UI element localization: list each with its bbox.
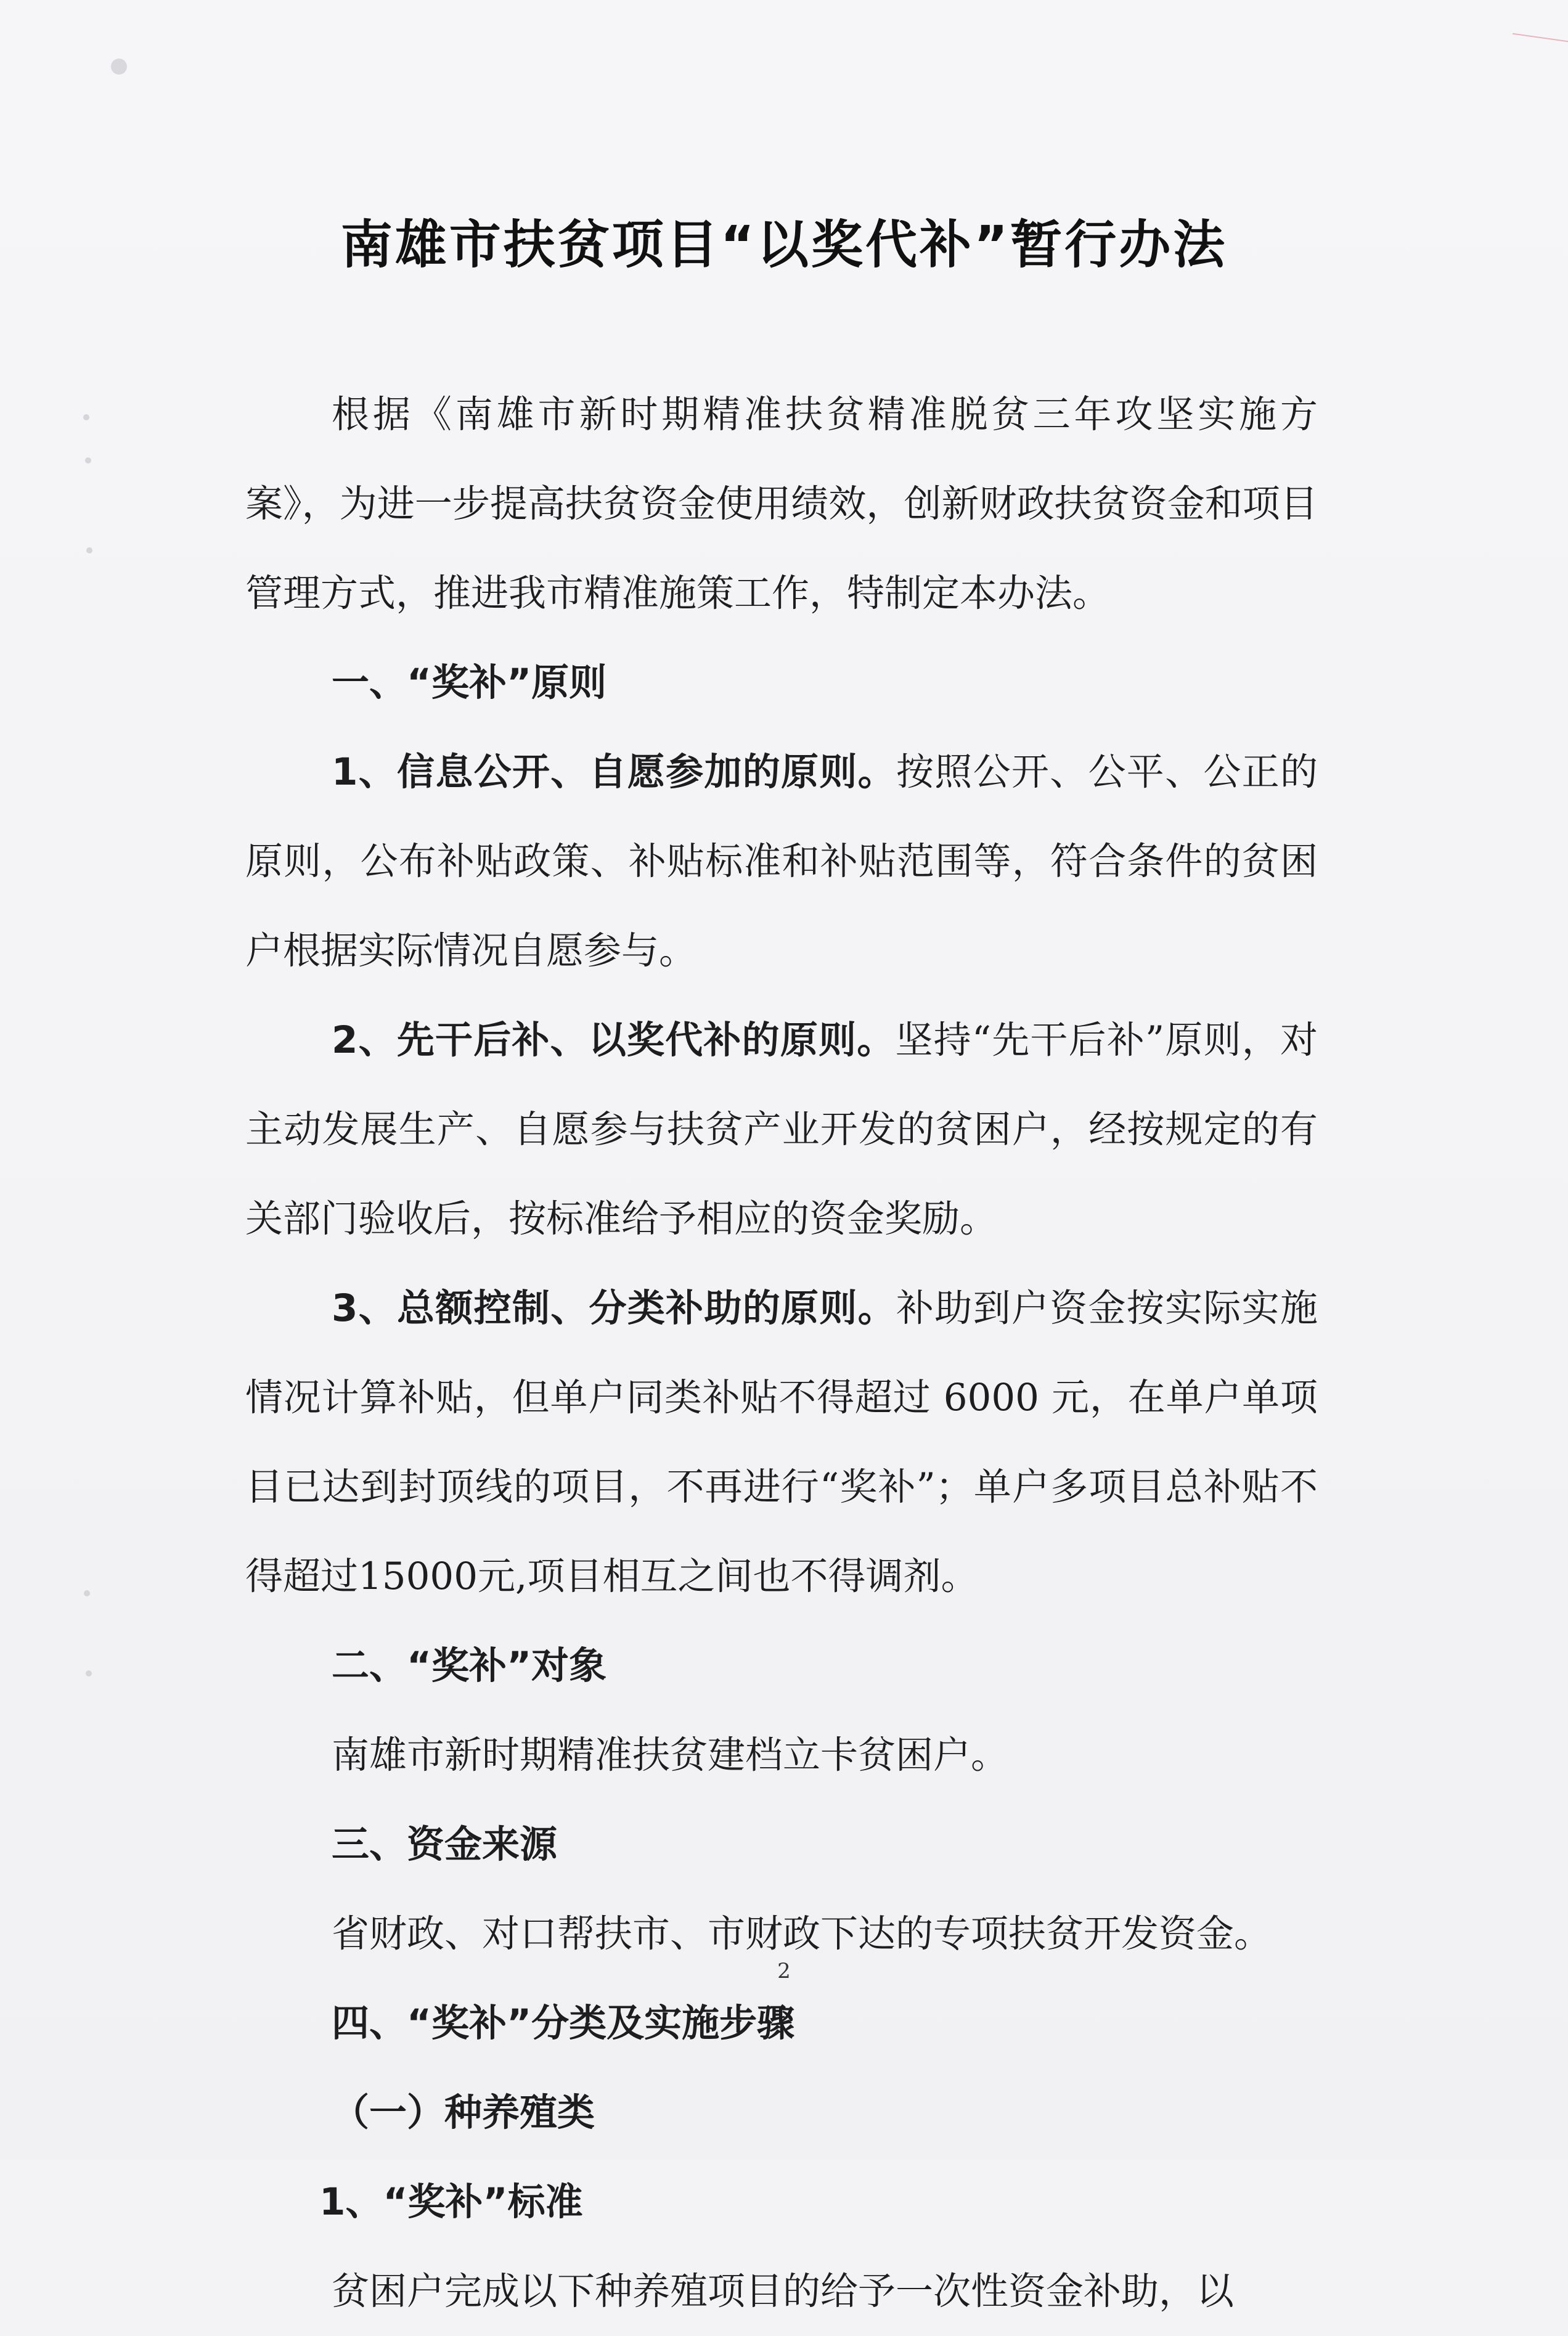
subsection-1-item-1-heading: 1、“奖补”标准: [319, 2180, 583, 2224]
section-1-heading: 一、“奖补”原则: [332, 661, 607, 704]
corner-stain: [1513, 0, 1568, 42]
punch-hole-mark: [83, 414, 89, 420]
punch-hole-mark: [84, 1590, 90, 1596]
principle-2-lead: 2、先干后补、以奖代补的原则。: [332, 1018, 896, 1062]
principle-3-lead: 3、总额控制、分类补助的原则。: [332, 1286, 896, 1330]
punch-hole-mark: [86, 1670, 92, 1676]
punch-hole-mark: [86, 547, 92, 553]
intro-paragraph: 根据《南雄市新时期精准扶贫精准脱贫三年攻坚实施方案》，为进一步提高扶贫资金使用绩效，创新财政扶贫资金和项目管理方式，推进我市精准施策工作，特制定本办法。: [245, 393, 1318, 615]
principle-1-paragraph: [245, 727, 1318, 995]
subsection-1-heading: （一）种养殖类: [332, 2091, 595, 2134]
principle-3-text: 补助到户资金按实际实施情况计算补贴，但单户同类补贴不得超过 6000 元，在单户单项目已达到封顶线的项目，不再进行“奖补”；单户多项目总补贴不得超过15000元,项目相互之间也不得调剂。: [245, 1286, 1318, 1598]
subsection-1-text: 贫困户完成以下种养殖项目的给予一次性资金补助，以: [332, 2269, 1235, 2313]
section-2-text: 南雄市新时期精准扶贫建档立卡贫困户。: [332, 1733, 1009, 1777]
page-number: 2: [777, 1959, 791, 1983]
principle-1-lead: 1、信息公开、自愿参加的原则。: [332, 750, 896, 794]
principle-2-text: 坚持“先干后补”原则，对主动发展生产、自愿参与扶贫产业开发的贫困户，经按规定的有关部门验收后，按标准给予相应的资金奖励。: [245, 1018, 1318, 1241]
principle-2-paragraph: [245, 995, 1318, 1264]
section-4-heading: 四、“奖补”分类及实施步骤: [332, 2001, 795, 2045]
document-body: [245, 370, 1318, 2336]
section-2-heading: 二、“奖补”对象: [332, 1644, 607, 1688]
principle-3-paragraph: [245, 1264, 1318, 1621]
section-3-text: 省财政、对口帮扶市、市财政下达的专项扶贫开发资金。: [332, 1912, 1272, 1956]
section-3-heading: 三、资金来源: [332, 1823, 558, 1866]
scan-smudge: [111, 59, 127, 75]
punch-hole-mark: [85, 457, 91, 464]
document-title: 南雄市扶贫项目“以奖代补”暂行办法: [340, 214, 1228, 275]
principle-1-text: 按照公开、公平、公正的原则，公布补贴政策、补贴标准和补贴范围等，符合条件的贫困户根据实际情况自愿参与。: [245, 750, 1318, 973]
